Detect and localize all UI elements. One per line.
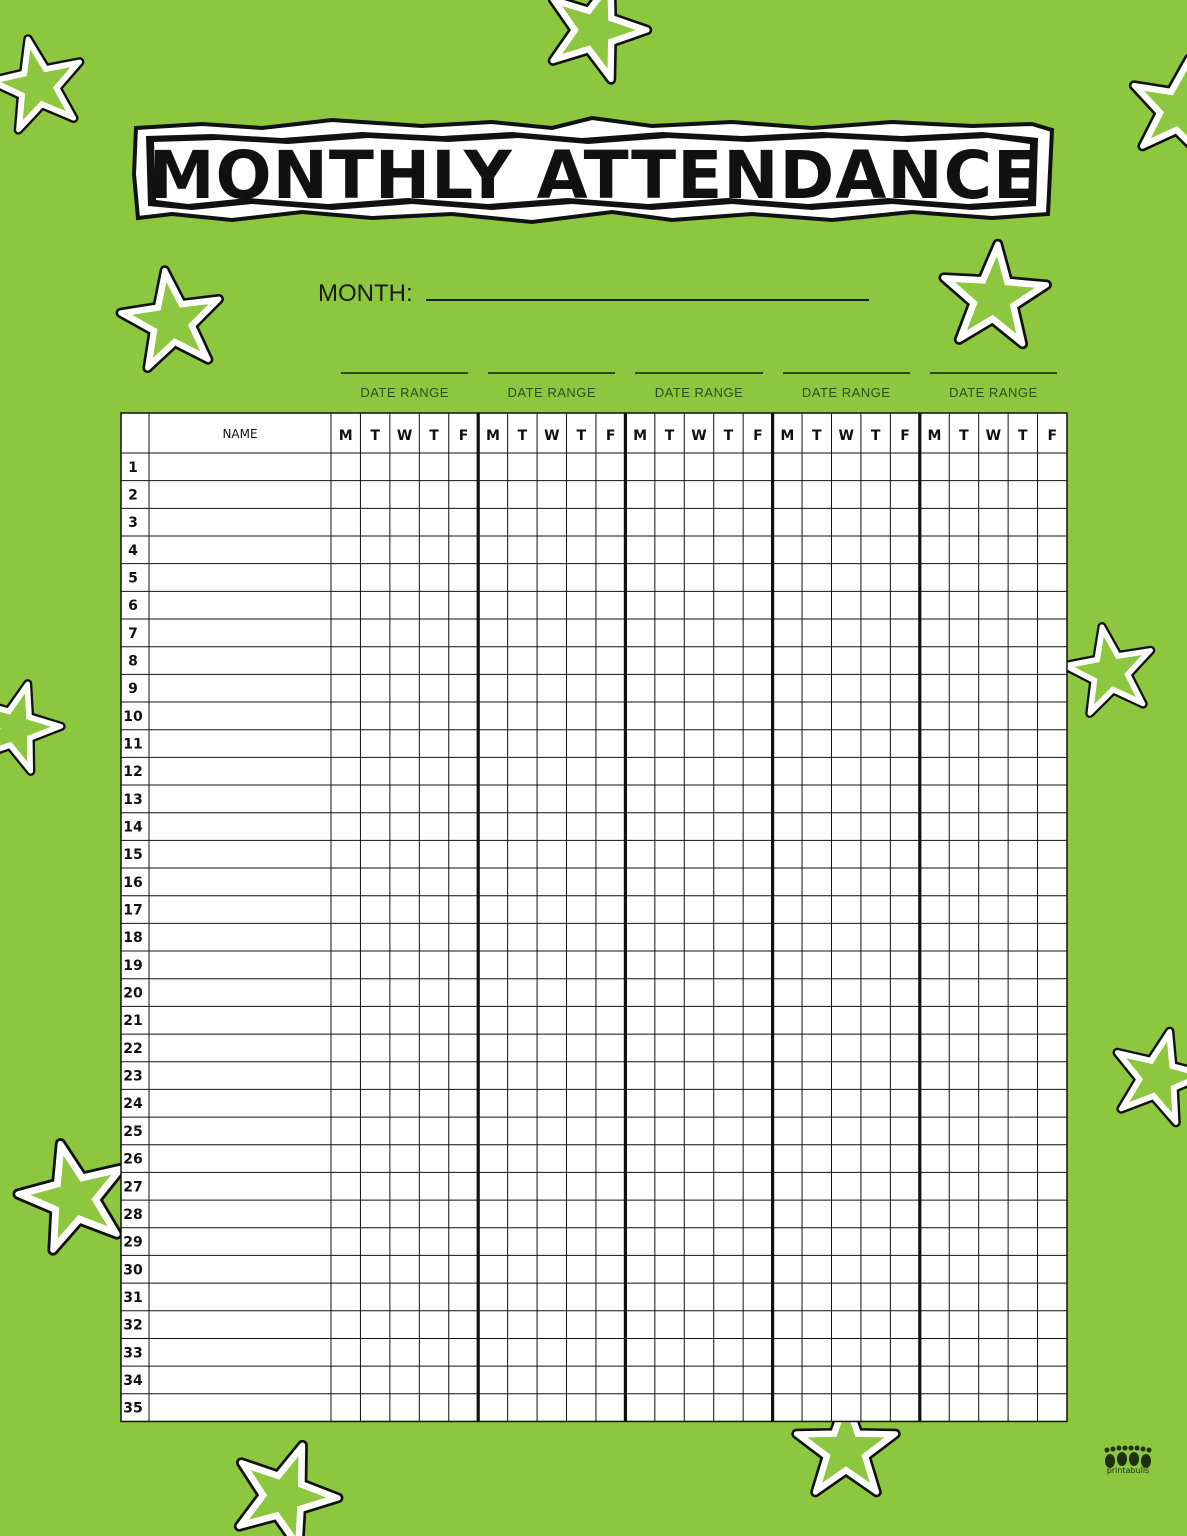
row-number: 27 bbox=[123, 1179, 143, 1196]
weekday-header: F bbox=[900, 428, 910, 444]
row-number: 9 bbox=[128, 681, 138, 698]
name-cell[interactable] bbox=[150, 454, 330, 480]
row-number: 2 bbox=[128, 487, 138, 504]
name-cell[interactable] bbox=[150, 1229, 330, 1255]
row-number: 8 bbox=[128, 653, 138, 670]
weekday-header: T bbox=[811, 428, 822, 444]
date-range-label: DATE RANGE bbox=[949, 385, 1038, 400]
weekday-header: W bbox=[544, 428, 560, 444]
weekday-header: M bbox=[780, 428, 795, 444]
name-cell[interactable] bbox=[150, 980, 330, 1006]
name-cell[interactable] bbox=[150, 1063, 330, 1089]
weekday-header: T bbox=[870, 428, 881, 444]
row-number: 24 bbox=[123, 1096, 143, 1113]
row-number: 16 bbox=[123, 874, 143, 891]
weekday-header: T bbox=[664, 428, 675, 444]
row-number: 26 bbox=[123, 1151, 143, 1168]
name-cell[interactable] bbox=[150, 620, 330, 646]
row-number: 1 bbox=[128, 459, 138, 476]
weekday-header: T bbox=[723, 428, 734, 444]
name-cell[interactable] bbox=[150, 703, 330, 729]
weekday-header: T bbox=[429, 428, 439, 444]
row-number: 32 bbox=[123, 1317, 143, 1334]
weekday-header: F bbox=[458, 428, 469, 444]
date-range-label: DATE RANGE bbox=[654, 385, 744, 400]
name-cell[interactable] bbox=[150, 537, 330, 563]
name-cell[interactable] bbox=[150, 1173, 330, 1199]
row-number: 13 bbox=[123, 791, 143, 808]
name-cell[interactable] bbox=[150, 1146, 330, 1172]
name-column-header: NAME bbox=[222, 427, 258, 441]
row-number: 4 bbox=[128, 542, 138, 559]
name-cell[interactable] bbox=[150, 648, 330, 674]
name-cell[interactable] bbox=[150, 1284, 330, 1310]
name-cell[interactable] bbox=[150, 841, 330, 867]
name-cell[interactable] bbox=[150, 1256, 330, 1282]
name-cell[interactable] bbox=[150, 758, 330, 784]
row-number: 28 bbox=[123, 1206, 143, 1223]
weekday-header: W bbox=[985, 428, 1002, 444]
name-cell[interactable] bbox=[150, 1367, 330, 1393]
row-number: 18 bbox=[123, 930, 143, 947]
date-range-label: DATE RANGE bbox=[360, 385, 449, 400]
weekday-header: M bbox=[633, 428, 648, 444]
date-range-label: DATE RANGE bbox=[507, 385, 597, 400]
weekday-header: F bbox=[753, 428, 763, 444]
weekday-header: W bbox=[691, 428, 707, 444]
name-cell[interactable] bbox=[150, 952, 330, 978]
weekday-header: W bbox=[838, 428, 854, 444]
name-cell[interactable] bbox=[150, 869, 330, 895]
weekday-header: T bbox=[370, 428, 380, 444]
name-cell[interactable] bbox=[150, 814, 330, 840]
row-number: 15 bbox=[123, 847, 143, 864]
row-number: 30 bbox=[123, 1262, 143, 1279]
brand-logo-text: printabulls bbox=[1106, 1466, 1150, 1475]
month-label: MONTH: bbox=[318, 280, 413, 307]
date-range-label: DATE RANGE bbox=[801, 385, 891, 400]
weekday-header: T bbox=[959, 428, 969, 444]
weekday-header: M bbox=[927, 428, 942, 444]
row-number: 6 bbox=[128, 598, 138, 615]
name-cell[interactable] bbox=[150, 675, 330, 701]
name-cell[interactable] bbox=[150, 731, 330, 757]
row-number: 3 bbox=[128, 515, 138, 532]
row-number: 10 bbox=[123, 708, 143, 725]
row-number: 29 bbox=[123, 1234, 143, 1251]
name-cell[interactable] bbox=[150, 897, 330, 923]
weekday-header: M bbox=[338, 428, 353, 444]
row-number: 22 bbox=[123, 1040, 143, 1057]
name-cell[interactable] bbox=[150, 482, 330, 508]
row-number: 34 bbox=[123, 1372, 143, 1389]
page-title: MONTHLY ATTENDANCE bbox=[148, 136, 1040, 214]
row-number: 23 bbox=[123, 1068, 143, 1085]
row-number: 21 bbox=[123, 1013, 143, 1030]
weekday-header: F bbox=[605, 428, 616, 444]
name-cell[interactable] bbox=[150, 509, 330, 535]
name-cell[interactable] bbox=[150, 1201, 330, 1227]
row-number: 35 bbox=[123, 1400, 143, 1417]
name-cell[interactable] bbox=[150, 1035, 330, 1061]
weekday-header: T bbox=[576, 428, 587, 444]
row-number: 14 bbox=[123, 819, 143, 836]
weekday-header: T bbox=[517, 428, 528, 444]
name-cell[interactable] bbox=[150, 1090, 330, 1116]
row-number: 31 bbox=[123, 1289, 143, 1306]
name-cell[interactable] bbox=[150, 1395, 330, 1421]
weekday-header: F bbox=[1047, 428, 1058, 444]
row-number: 7 bbox=[128, 625, 138, 642]
row-number: 19 bbox=[123, 957, 143, 974]
weekday-header: T bbox=[1018, 428, 1028, 444]
row-number: 33 bbox=[123, 1345, 143, 1362]
name-cell[interactable] bbox=[150, 1339, 330, 1365]
weekday-header: M bbox=[485, 428, 500, 444]
weekday-header: W bbox=[396, 428, 413, 444]
row-number: 5 bbox=[128, 570, 138, 587]
name-cell[interactable] bbox=[150, 786, 330, 812]
row-number: 12 bbox=[123, 764, 143, 781]
row-number: 11 bbox=[123, 736, 143, 753]
name-cell[interactable] bbox=[150, 1312, 330, 1338]
name-cell[interactable] bbox=[150, 1118, 330, 1144]
name-cell[interactable] bbox=[150, 924, 330, 950]
name-cell[interactable] bbox=[150, 565, 330, 591]
row-number: 25 bbox=[123, 1123, 143, 1140]
name-cell[interactable] bbox=[150, 592, 330, 618]
row-number: 20 bbox=[123, 985, 143, 1002]
row-number: 17 bbox=[123, 902, 143, 919]
name-cell[interactable] bbox=[150, 1007, 330, 1033]
